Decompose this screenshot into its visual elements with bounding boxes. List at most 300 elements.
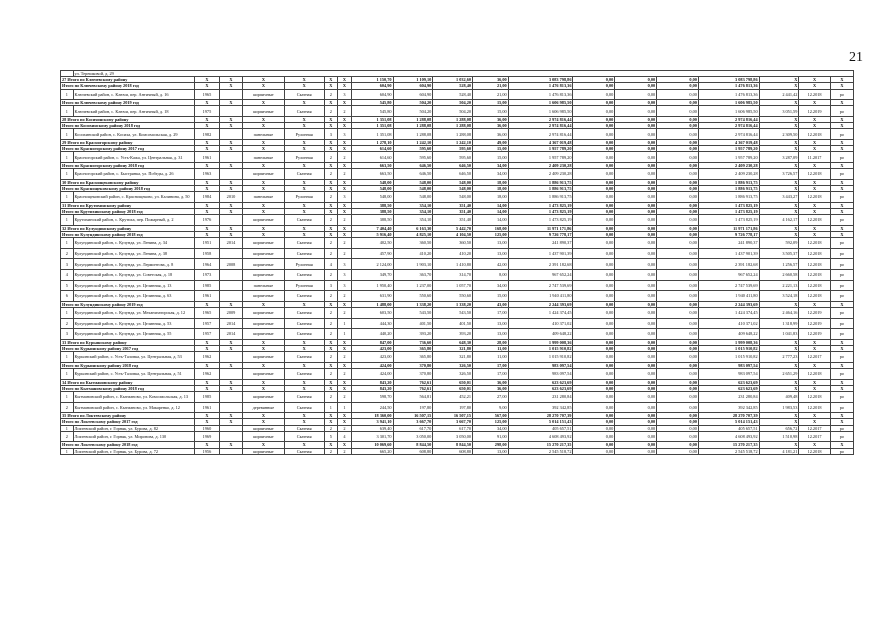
- table-cell: 388,50: [351, 209, 393, 215]
- table-cell: 125,00: [473, 232, 509, 238]
- table-cell: 0,00: [615, 106, 657, 117]
- table-cell: 3: [338, 269, 352, 280]
- table-cell: 648,30: [433, 339, 473, 345]
- table-cell: 43,00: [473, 301, 509, 307]
- table-cell: 1985: [194, 391, 219, 402]
- table-cell: 2 309,50: [759, 129, 799, 140]
- table-cell: 0,00: [573, 83, 615, 89]
- table-cell: 423,00: [351, 345, 393, 351]
- table-cell: 1 886 913,75: [508, 186, 573, 192]
- table-cell: X: [338, 379, 352, 385]
- table-cell: 0,00: [657, 329, 699, 340]
- table-cell: 2 409 230,28: [698, 169, 759, 180]
- table-cell: 1 338,20: [393, 301, 433, 307]
- table-cell: 0,00: [615, 179, 657, 185]
- table-cell: X: [242, 419, 284, 425]
- table-cell: 16 507,15: [433, 413, 473, 419]
- table-cell: 0,00: [573, 192, 615, 203]
- table-cell: 8,00: [473, 269, 509, 280]
- table-cell: 0,00: [615, 419, 657, 425]
- table-cell: 1982: [194, 129, 219, 140]
- table-cell: Итого по Красногорскому району 2018 год: [61, 163, 195, 169]
- table-cell: X: [338, 186, 352, 192]
- table-cell: Скатная: [284, 215, 324, 226]
- table-cell: 0,00: [573, 106, 615, 117]
- table-cell: X: [324, 140, 338, 146]
- table-cell: 2: [338, 248, 352, 259]
- table-cell: Рулонная: [284, 280, 324, 291]
- table-cell: 0,00: [657, 345, 699, 351]
- table-cell: 12.2017: [799, 352, 830, 363]
- table-cell: 0,00: [615, 425, 657, 431]
- table-cell: X: [759, 379, 799, 385]
- table-cell: 18,00: [473, 192, 509, 203]
- table-cell: 1 886 913,75: [698, 186, 759, 192]
- table-cell: 388,50: [351, 202, 393, 208]
- table-cell: 1 950,40: [351, 280, 393, 291]
- table-cell: 0,00: [573, 301, 615, 307]
- table-cell: 617,70: [433, 425, 473, 431]
- table-cell: 1 015 910,82: [698, 345, 759, 351]
- table-cell: 0,00: [573, 163, 615, 169]
- table-cell: 36,00: [473, 123, 509, 129]
- table-cell: 736,60: [393, 339, 433, 345]
- table-cell: 3: [338, 192, 352, 203]
- table-cell: 1 318,99: [759, 318, 799, 329]
- table-cell: X: [830, 345, 853, 351]
- table-cell: 3: [338, 129, 352, 140]
- table-cell: 0,00: [657, 179, 699, 185]
- table-cell: 2: [338, 152, 352, 163]
- table-cell: 12.2018: [799, 402, 830, 413]
- table-cell: 0,00: [657, 318, 699, 329]
- table-cell: 28 270 707,39: [508, 413, 573, 419]
- table-cell: 545,80: [351, 100, 393, 106]
- table-cell: Итого по Красногорскому району 2017 год: [61, 146, 195, 152]
- table-cell: X: [194, 339, 219, 345]
- table-cell: 1 940 411,80: [508, 291, 573, 302]
- table-cell: 1: [61, 425, 74, 431]
- table-cell: 17,00: [473, 307, 509, 318]
- table-cell: X: [284, 339, 324, 345]
- table-cell: 2 441,42: [759, 89, 799, 100]
- table-cell: 0,00: [657, 83, 699, 89]
- table-cell: 1 338,20: [433, 301, 473, 307]
- table-cell: 2: [338, 215, 352, 226]
- table-cell: 0,00: [573, 146, 615, 152]
- table-cell: Рулонная: [284, 259, 324, 270]
- table-cell: ро: [830, 238, 853, 249]
- table-cell: 0,00: [657, 379, 699, 385]
- table-cell: 241 890,37: [698, 238, 759, 249]
- table-cell: 548,00: [433, 192, 473, 203]
- table-cell: 1: [61, 152, 74, 163]
- table-cell: 1 473 825,19: [508, 209, 573, 215]
- table-cell: 2008: [219, 259, 242, 270]
- table-cell: 0,00: [615, 146, 657, 152]
- table-cell: ро: [830, 215, 853, 226]
- table-cell: 0,00: [573, 117, 615, 123]
- table-cell: X: [759, 117, 799, 123]
- table-cell: X: [338, 123, 352, 129]
- table-cell: 1 476 813,36: [698, 83, 759, 89]
- table-cell: 0,00: [657, 192, 699, 203]
- table-cell: X: [338, 100, 352, 106]
- table-cell: 2 974 816,44: [508, 123, 573, 129]
- table-cell: 410,20: [393, 248, 433, 259]
- table-cell: 18 360,00: [351, 413, 393, 419]
- table-cell: X: [284, 202, 324, 208]
- table-cell: 365,80: [393, 345, 433, 351]
- table-cell: 0,00: [657, 402, 699, 413]
- table-cell: 2 747 539,69: [508, 280, 573, 291]
- table-cell: 0,00: [615, 117, 657, 123]
- table-cell: 197,80: [393, 402, 433, 413]
- table-cell: 2: [61, 318, 74, 329]
- table-cell: ро: [830, 307, 853, 318]
- table-cell: X: [338, 385, 352, 391]
- table-cell: деревянные: [242, 402, 284, 413]
- table-cell: 11,00: [473, 352, 509, 363]
- table-cell: X: [194, 123, 219, 129]
- table-cell: 3 443,27: [759, 192, 799, 203]
- table-cell: X: [284, 413, 324, 419]
- table-cell: 12.2019: [799, 307, 830, 318]
- table-cell: ро: [830, 89, 853, 100]
- table-cell: кирпичные: [242, 169, 284, 180]
- table-cell: X: [219, 301, 242, 307]
- table-cell: X: [338, 413, 352, 419]
- table-cell: 321,80: [433, 352, 473, 363]
- table-cell: 363,70: [393, 269, 433, 280]
- table-cell: 608,80: [393, 448, 433, 454]
- table-cell: ро: [830, 425, 853, 431]
- table-cell: X: [338, 117, 352, 123]
- table-cell: 0,00: [615, 140, 657, 146]
- table-cell: 1965: [194, 307, 219, 318]
- table-cell: 168,00: [473, 225, 509, 231]
- table-cell: X: [799, 202, 830, 208]
- table-cell: 13,00: [473, 318, 509, 329]
- table-cell: 0,00: [573, 232, 615, 238]
- table-cell: 444,30: [351, 318, 393, 329]
- table-cell: X: [242, 179, 284, 185]
- table-cell: 12.2018: [799, 129, 830, 140]
- table-cell: 1976: [194, 215, 219, 226]
- table-cell: X: [242, 140, 284, 146]
- table-cell: 2: [324, 307, 338, 318]
- table-row: [61, 291, 854, 302]
- table-cell: 656,72: [759, 425, 799, 431]
- table-cell: X: [324, 77, 338, 83]
- table-cell: 15,00: [473, 291, 509, 302]
- table-cell: Скатная: [284, 307, 324, 318]
- table-cell: 2: [61, 431, 74, 442]
- table-cell: 12.2019: [799, 329, 830, 340]
- table-cell: X: [219, 379, 242, 385]
- table-cell: [219, 129, 242, 140]
- table-cell: X: [194, 301, 219, 307]
- table-cell: 2 660,58: [759, 269, 799, 280]
- table-cell: 1 424 374,45: [508, 307, 573, 318]
- table-cell: X: [830, 379, 853, 385]
- table-cell: 0,00: [657, 248, 699, 259]
- table-cell: 1 015 910,82: [508, 345, 573, 351]
- table-cell: панельные: [242, 152, 284, 163]
- table-cell: X: [759, 339, 799, 345]
- table-cell: 32 Итого по Кулундинскому району: [61, 225, 195, 231]
- table-cell: X: [799, 345, 830, 351]
- table-cell: 0,00: [573, 123, 615, 129]
- table-cell: 2 244 393,69: [698, 301, 759, 307]
- table-cell: 197,80: [433, 402, 473, 413]
- table-cell: 3 083 798,86: [508, 77, 573, 83]
- table-cell: X: [219, 209, 242, 215]
- table-cell: 0,00: [573, 169, 615, 180]
- table-cell: 0,00: [657, 225, 699, 231]
- table-cell: Кулундинский район, с. Кулунда, ул. Ленина, д. 34: [73, 238, 194, 249]
- table-cell: 0,00: [615, 77, 657, 83]
- table-cell: Скатная: [284, 106, 324, 117]
- table-cell: X: [830, 442, 853, 448]
- table-cell: Кулундинский район, с. Кулунда, ул. Целинная, д. 13: [73, 280, 194, 291]
- table-cell: X: [219, 339, 242, 345]
- table-cell: ро: [830, 391, 853, 402]
- table-cell: 3 050,00: [393, 431, 433, 442]
- table-cell: Кулундинский район, с. Кулунда, ул. Целинная, д. 55: [73, 329, 194, 340]
- table-cell: X: [759, 442, 799, 448]
- table-cell: 14,00: [473, 209, 509, 215]
- table-cell: 548,00: [351, 192, 393, 203]
- table-cell: 18,00: [473, 186, 509, 192]
- table-cell: X: [242, 100, 284, 106]
- table-cell: 18,00: [473, 179, 509, 185]
- table-cell: X: [242, 202, 284, 208]
- table-cell: 1 410,80: [433, 259, 473, 270]
- table-cell: X: [242, 345, 284, 351]
- table-cell: 1 476 813,36: [508, 83, 573, 89]
- table-row: [61, 238, 854, 249]
- table-cell: X: [284, 379, 324, 385]
- table-cell: X: [242, 232, 284, 238]
- table-cell: 1 351,08: [351, 129, 393, 140]
- table-cell: 34 Итого по Кытмановскому району: [61, 379, 195, 385]
- table-cell: 528,40: [433, 89, 473, 100]
- table-cell: ул. Терешковой, д. 29: [73, 71, 853, 77]
- table-cell: 0,00: [615, 362, 657, 368]
- table-cell: Скатная: [284, 169, 324, 180]
- table-cell: X: [799, 77, 830, 83]
- table-cell: 12.2019: [799, 106, 830, 117]
- table-cell: 1 606 985,50: [508, 106, 573, 117]
- table-cell: Крутихинский район, с. Крутиха, пер. Пожарный, д. 2: [73, 215, 194, 226]
- table-cell: 548,00: [393, 179, 433, 185]
- table-cell: 2: [324, 89, 338, 100]
- table-cell: 0,00: [573, 419, 615, 425]
- table-cell: 646,50: [393, 169, 433, 180]
- table-cell: панельные: [242, 129, 284, 140]
- table-cell: 0,00: [615, 186, 657, 192]
- table-cell: X: [242, 225, 284, 231]
- table-cell: 0,00: [615, 352, 657, 363]
- table-cell: X: [799, 385, 830, 391]
- table-cell: 1 288,08: [433, 117, 473, 123]
- table-cell: 36,00: [473, 385, 509, 391]
- table-cell: 0,00: [573, 425, 615, 431]
- table-row: [61, 280, 854, 291]
- table-cell: 0,00: [615, 413, 657, 419]
- table-cell: 2: [338, 448, 352, 454]
- table-cell: 0,00: [615, 192, 657, 203]
- table-cell: 0,00: [657, 385, 699, 391]
- table-cell: 349,70: [351, 269, 393, 280]
- table-row: [61, 152, 854, 163]
- table-cell: 0,00: [657, 352, 699, 363]
- table-cell: X: [759, 419, 799, 425]
- table-cell: 5 014 151,43: [508, 419, 573, 425]
- table-cell: 3 941,10: [351, 419, 393, 425]
- table-cell: X: [219, 186, 242, 192]
- table-cell: 35 Итого по Локтевскому району: [61, 413, 195, 419]
- table-cell: Скатная: [284, 269, 324, 280]
- table-cell: 0,00: [615, 339, 657, 345]
- table-cell: Скатная: [284, 329, 324, 340]
- table-cell: 3: [324, 280, 338, 291]
- table-cell: X: [324, 419, 338, 425]
- table-cell: Скатная: [284, 291, 324, 302]
- table-cell: X: [830, 225, 853, 231]
- table-cell: 1 057,70: [433, 280, 473, 291]
- table-cell: 592,09: [759, 238, 799, 249]
- table-cell: Скатная: [284, 402, 324, 413]
- table-cell: 0,00: [573, 129, 615, 140]
- table-cell: 1 288,08: [393, 129, 433, 140]
- table-cell: 0,00: [573, 318, 615, 329]
- table-cell: X: [759, 232, 799, 238]
- table-cell: 0,00: [615, 123, 657, 129]
- table-cell: 0,00: [615, 280, 657, 291]
- table-cell: кирпичные: [242, 318, 284, 329]
- table-cell: X: [799, 179, 830, 185]
- table-cell: X: [799, 117, 830, 123]
- table-cell: 0,00: [573, 259, 615, 270]
- table-cell: ро: [830, 248, 853, 259]
- table-cell: 0,00: [573, 248, 615, 259]
- table-cell: 27 Итого по Ключевскому району: [61, 77, 195, 83]
- table-cell: 0,00: [657, 152, 699, 163]
- table-cell: X: [284, 419, 324, 425]
- table-cell: 370,80: [393, 368, 433, 379]
- table-cell: 548,00: [351, 179, 393, 185]
- table-cell: X: [284, 301, 324, 307]
- table-cell: 11,00: [473, 345, 509, 351]
- table-cell: 401,50: [393, 318, 433, 329]
- table-cell: X: [284, 186, 324, 192]
- table-cell: 762,61: [393, 379, 433, 385]
- table-cell: X: [338, 83, 352, 89]
- table-cell: X: [194, 202, 219, 208]
- table-cell: X: [799, 146, 830, 152]
- table-cell: 1 957 789,20: [508, 152, 573, 163]
- table-cell: X: [324, 117, 338, 123]
- table-cell: [219, 352, 242, 363]
- table-row: [61, 129, 854, 140]
- table-cell: 244,50: [351, 402, 393, 413]
- table-cell: 2: [324, 368, 338, 379]
- table-cell: 650,01: [433, 379, 473, 385]
- table-cell: X: [324, 339, 338, 345]
- table-cell: 663,50: [351, 163, 393, 169]
- table-cell: X: [799, 232, 830, 238]
- table-cell: 13,00: [473, 448, 509, 454]
- table-cell: X: [324, 413, 338, 419]
- table-cell: 4 825,10: [393, 232, 433, 238]
- table-cell: X: [219, 232, 242, 238]
- table-cell: 30 Итого по Краснощековскому району: [61, 179, 195, 185]
- table-cell: X: [759, 146, 799, 152]
- table-cell: 2: [324, 248, 338, 259]
- table-cell: X: [219, 413, 242, 419]
- table-cell: X: [194, 146, 219, 152]
- table-cell: X: [759, 83, 799, 89]
- table-cell: 1: [61, 89, 74, 100]
- table-cell: X: [324, 379, 338, 385]
- table-cell: 1975: [194, 106, 219, 117]
- table-cell: 2 409 230,28: [698, 163, 759, 169]
- table-cell: 0,00: [573, 442, 615, 448]
- table-cell: X: [759, 186, 799, 192]
- table-cell: 0,00: [657, 448, 699, 454]
- table-cell: 2: [324, 152, 338, 163]
- table-cell: X: [194, 179, 219, 185]
- table-cell: 0,00: [615, 202, 657, 208]
- table-cell: X: [759, 77, 799, 83]
- table-cell: 665,20: [351, 448, 393, 454]
- table-cell: X: [219, 100, 242, 106]
- table-cell: X: [284, 442, 324, 448]
- table-cell: 1 473 825,19: [698, 209, 759, 215]
- table-cell: 614,60: [351, 146, 393, 152]
- table-cell: X: [324, 209, 338, 215]
- table-cell: 14,00: [473, 202, 509, 208]
- table-cell: X: [194, 345, 219, 351]
- table-cell: 983 097,54: [508, 362, 573, 368]
- table-cell: 2 974 816,44: [508, 117, 573, 123]
- table-cell: 1 488,00: [351, 301, 393, 307]
- table-cell: 393,20: [393, 329, 433, 340]
- table-cell: X: [194, 140, 219, 146]
- table-cell: кирпичные: [242, 431, 284, 442]
- table-cell: 617,70: [393, 425, 433, 431]
- table-cell: 550,60: [393, 291, 433, 302]
- table-cell: 0,00: [657, 129, 699, 140]
- table-cell: 614,60: [351, 152, 393, 163]
- table-cell: X: [759, 100, 799, 106]
- table-cell: X: [284, 140, 324, 146]
- table-cell: 1 288,08: [393, 123, 433, 129]
- table-cell: 843,20: [351, 385, 393, 391]
- table-cell: X: [324, 146, 338, 152]
- table-cell: X: [830, 419, 853, 425]
- table-cell: 28 270 707,39: [698, 413, 759, 419]
- table-cell: 646,50: [393, 163, 433, 169]
- table-cell: 0,00: [657, 117, 699, 123]
- table-cell: X: [219, 163, 242, 169]
- table-cell: кирпичные: [242, 425, 284, 431]
- table-cell: 15 270 217,35: [508, 442, 573, 448]
- table-cell: панельные: [242, 280, 284, 291]
- table-cell: 9 726 778,17: [508, 232, 573, 238]
